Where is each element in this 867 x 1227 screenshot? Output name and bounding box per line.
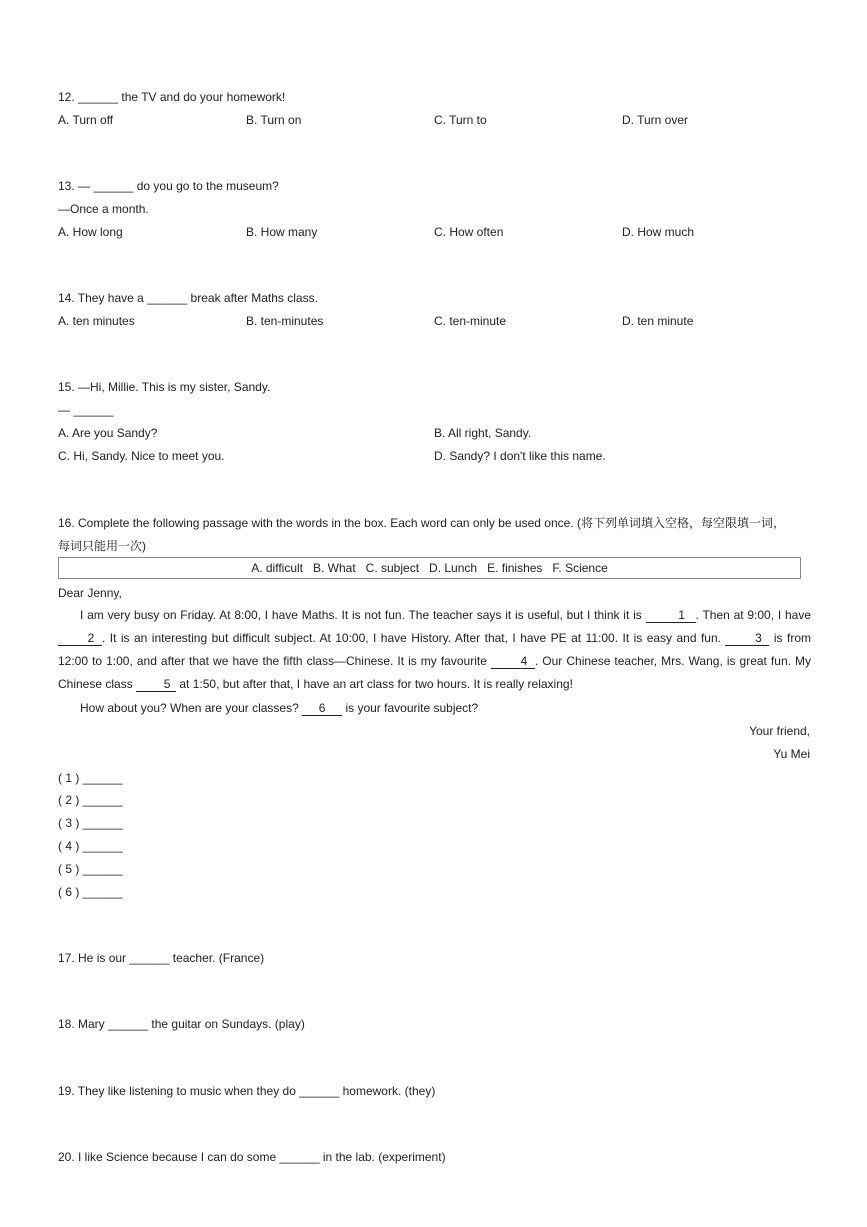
q16-instruction-cont: 每词只能用一次) — [58, 539, 146, 553]
q15-option-b[interactable]: B. All right, Sandy. — [434, 426, 532, 440]
p1-text-e: . Our Chinese teacher, Mrs. Wang, is great fun. My Chinese class — [58, 654, 811, 691]
q15-option-a[interactable]: A. Are you Sandy? — [58, 426, 158, 440]
q14-option-d[interactable]: D. ten minute — [622, 314, 694, 328]
letter-closing: Your friend, — [749, 724, 810, 738]
q19-stem: 19. They like listening to music when they do ______ homework. (they) — [58, 1084, 436, 1098]
q14-option-c[interactable]: C. ten-minute — [434, 314, 507, 328]
q13-option-c[interactable]: C. How often — [434, 225, 504, 239]
letter-signature: Yu Mei — [773, 747, 810, 761]
p1-text-d: is from 12:00 to 1:00, and after that we have the fifth class—Chinese. It is my favourite — [58, 631, 811, 668]
letter-paragraph-1 — [58, 604, 811, 696]
q18-stem: 18. Mary ______ the guitar on Sundays. (play) — [58, 1017, 305, 1031]
q12-stem: 12. ______ the TV and do your homework! — [58, 90, 286, 104]
q17-stem: 17. He is our ______ teacher. (France) — [58, 951, 265, 965]
p1-text-f: at 1:50, but after that, I have an art class for two hours. It is really relaxing! — [176, 677, 573, 691]
q16-instruction: 16. Complete the following passage with the words in the box. Each word can only be used once. (将下列单词填入空格，每空限填一词， — [58, 516, 785, 530]
p1-text-a: I am very busy on Friday. At 8:00, I have Maths. It is not fun. The teacher says it is useful, but I think it is — [80, 608, 646, 622]
answer-line-4[interactable]: ( 4 ) ______ — [58, 839, 123, 853]
passage-blank-4: 4 — [491, 654, 535, 669]
q13-option-a[interactable]: A. How long — [58, 225, 123, 239]
letter-paragraph-2 — [80, 700, 478, 716]
q12-option-d[interactable]: D. Turn over — [622, 113, 689, 127]
passage-blank-1: 1 — [646, 608, 696, 623]
q15-stem: 15. —Hi, Millie. This is my sister, Sandy. — [58, 380, 271, 394]
p2-text-a: How about you? When are your classes? — [80, 701, 303, 715]
passage-blank-6: 6 — [302, 701, 342, 716]
q20-stem: 20. I like Science because I can do some ______ in the lab. (experiment) — [58, 1150, 446, 1164]
answer-line-6[interactable]: ( 6 ) ______ — [58, 885, 123, 899]
q15-option-c[interactable]: C. Hi, Sandy. Nice to meet you. — [58, 449, 225, 463]
q13-stem: 13. — ______ do you go to the museum? — [58, 179, 279, 193]
answer-line-1[interactable]: ( 1 ) ______ — [58, 771, 123, 785]
q15-line2: — ______ — [58, 403, 114, 417]
passage-blank-2: 2 — [58, 631, 102, 646]
passage-blank-5: 5 — [136, 677, 176, 692]
p2-text-b: is your favourite subject? — [342, 701, 479, 715]
letter-greeting: Dear Jenny, — [58, 586, 122, 600]
q13-option-d[interactable]: D. How much — [622, 225, 695, 239]
answer-line-5[interactable]: ( 5 ) ______ — [58, 862, 123, 876]
q12-option-a[interactable]: A. Turn off — [58, 113, 114, 127]
q14-stem: 14. They have a ______ break after Maths class. — [58, 291, 318, 305]
p1-text-c: . It is an interesting but difficult subject. At 10:00, I have History. After that, I have PE at 11:00. It is easy and fun. — [102, 631, 726, 645]
q12-option-c[interactable]: C. Turn to — [434, 113, 487, 127]
q15-option-d[interactable]: D. Sandy? I don't like this name. — [434, 449, 606, 463]
answer-line-3[interactable]: ( 3 ) ______ — [58, 816, 123, 830]
word-box: A. difficult B. What C. subject D. Lunch E. finishes F. Science — [58, 557, 801, 579]
q14-option-a[interactable]: A. ten minutes — [58, 314, 135, 328]
q13-line2: —Once a month. — [58, 202, 149, 216]
p1-text-b: . Then at 9:00, I have — [695, 608, 811, 622]
q12-option-b[interactable]: B. Turn on — [246, 113, 302, 127]
q14-option-b[interactable]: B. ten-minutes — [246, 314, 324, 328]
q13-option-b[interactable]: B. How many — [246, 225, 318, 239]
passage-blank-3: 3 — [725, 631, 769, 646]
answer-line-2[interactable]: ( 2 ) ______ — [58, 793, 123, 807]
